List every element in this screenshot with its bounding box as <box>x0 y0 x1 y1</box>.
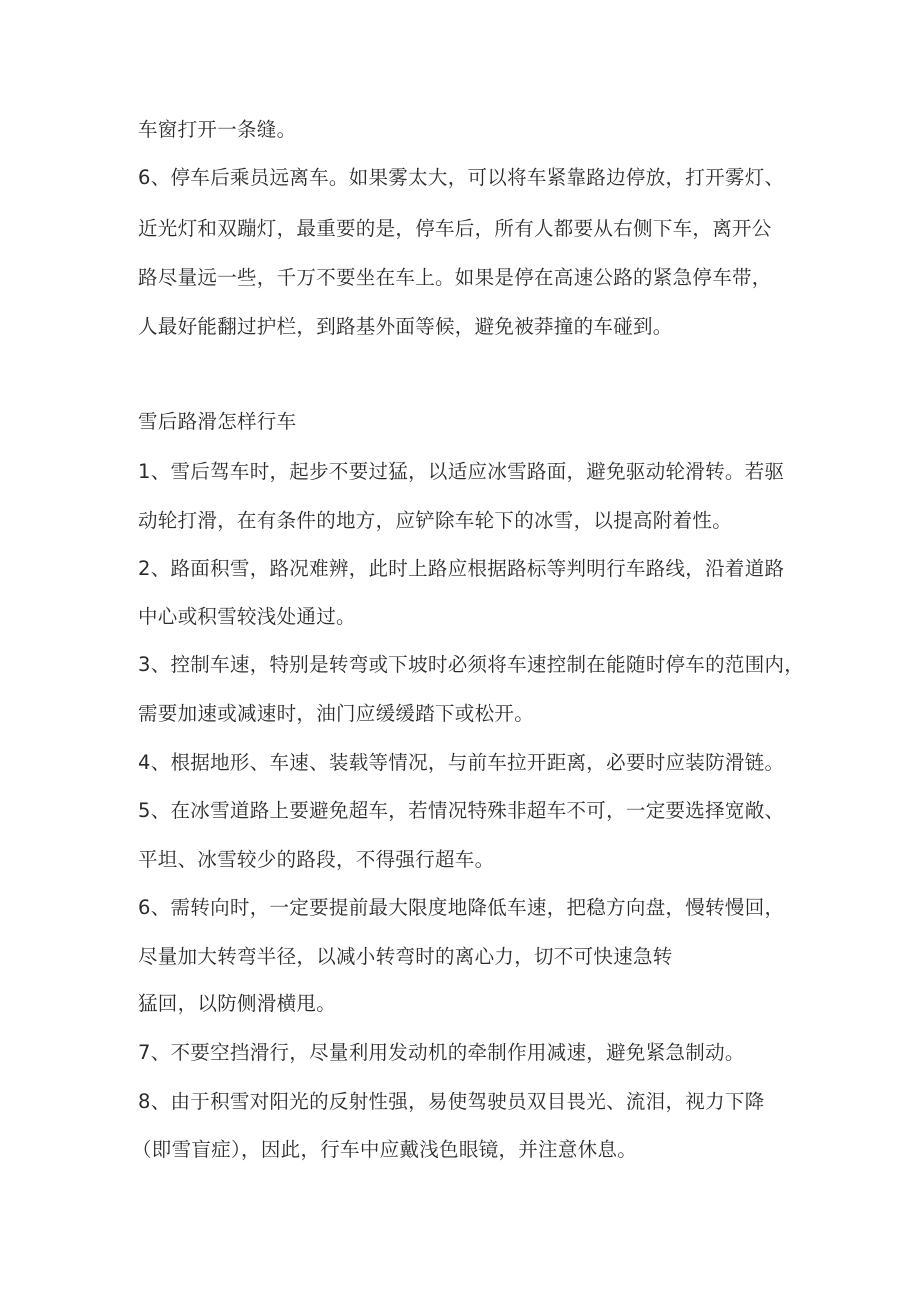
text-line: 6、需转向时，一定要提前最大限度地降低车速，把稳方向盘，慢转慢回， <box>138 896 785 919</box>
text-line: 5、在冰雪道路上要避免超车，若情况特殊非超车不可，一定要选择宽敞、 <box>138 799 785 822</box>
section-heading: 雪后路滑怎样行车 <box>138 410 297 433</box>
text-line: 平坦、冰雪较少的路段，不得强行超车。 <box>138 848 495 871</box>
text-line: 7、不要空挡滑行，尽量利用发动机的牵制作用减速，避免紧急制动。 <box>138 1041 745 1064</box>
text-line: 路尽量远一些，千万不要坐在车上。如果是停在高速公路的紧急停车带， <box>138 266 772 289</box>
text-line: 2、路面积雪，路况难辨，此时上路应根据路标等判明行车路线，沿着道路 <box>138 557 785 580</box>
text-line: 中心或积雪较浅处通过。 <box>138 605 356 628</box>
text-line: 动轮打滑，在有条件的地方，应铲除车轮下的冰雪，以提高附着性。 <box>138 509 733 532</box>
text-line: 车窗打开一条缝。 <box>138 118 297 141</box>
text-line: 尽量加大转弯半径，以减小转弯时的离心力，切不可快速急转 <box>138 945 673 968</box>
text-line: 8、由于积雪对阳光的反射性强，易使驾驶员双目畏光、流泪，视力下降 <box>138 1090 765 1113</box>
text-line: 6、停车后乘员远离车。如果雾太大，可以将车紧靠路边停放，打开雾灯、 <box>138 166 785 189</box>
text-line: 需要加速或减速时，油门应缓缓踏下或松开。 <box>138 702 535 725</box>
text-line: 近光灯和双蹦灯，最重要的是，停车后，所有人都要从右侧下车，离开公 <box>138 217 772 240</box>
text-line: 4、根据地形、车速、装载等情况，与前车拉开距离，必要时应装防滑链。 <box>138 751 785 774</box>
text-line: 3、控制车速，特别是转弯或下坡时必须将车速控制在能随时停车的范围内， <box>138 653 805 676</box>
text-line: （即雪盲症），因此，行车中应戴浅色眼镜，并注意休息。 <box>132 1138 638 1161</box>
text-line: 猛回，以防侧滑横甩。 <box>138 992 337 1015</box>
text-line: 人最好能翻过护栏，到路基外面等候，避免被莽撞的车碰到。 <box>138 315 673 338</box>
text-line: 1、雪后驾车时，起步不要过猛，以适应冰雪路面，避免驱动轮滑转。若驱 <box>138 460 785 483</box>
